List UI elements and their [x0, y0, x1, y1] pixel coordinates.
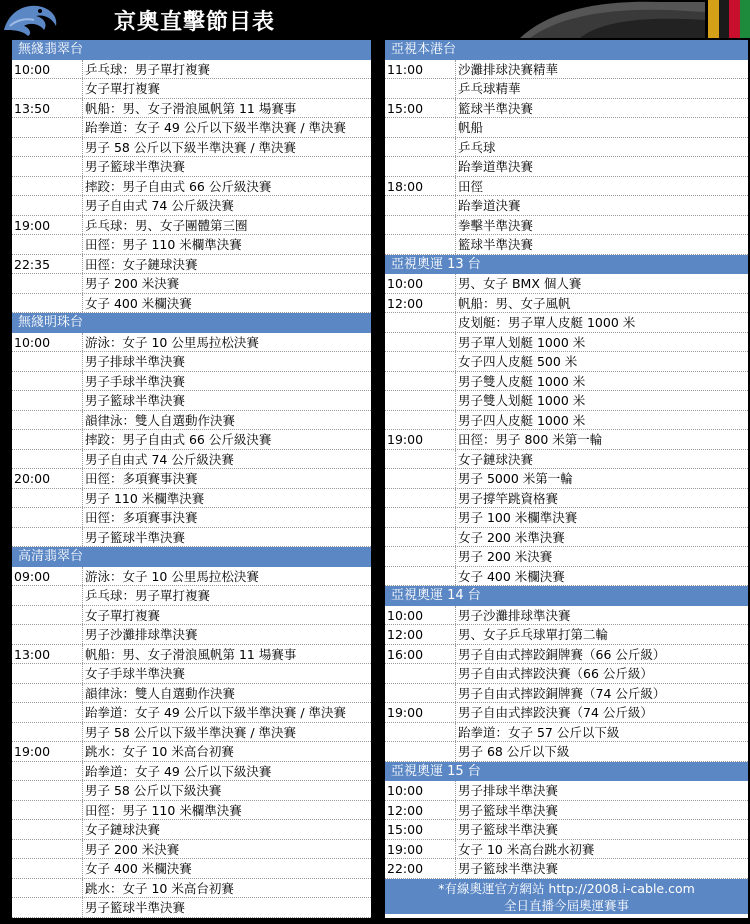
- time-cell: [12, 391, 82, 410]
- time-cell: [12, 196, 82, 215]
- time-cell: [385, 528, 455, 547]
- event-cell: 女子鏈球決賽: [82, 820, 371, 839]
- event-cell: 女子 10 米高台跳水初賽: [455, 840, 748, 859]
- schedule-row: [12, 625, 371, 645]
- schedule-row: [385, 138, 748, 158]
- time-cell: 09:00: [14, 568, 51, 584]
- time-cell: 19:00: [387, 841, 424, 857]
- schedule-row: [12, 411, 371, 431]
- time-cell: [12, 274, 82, 293]
- event-cell: 乒乓球: [455, 138, 748, 157]
- time-cell: [385, 196, 455, 215]
- time-cell: [385, 235, 455, 254]
- schedule-row: [385, 177, 748, 197]
- schedule-row: [385, 99, 748, 119]
- time-cell: 12:00: [387, 802, 424, 818]
- schedule-row: [385, 411, 748, 431]
- event-cell: 男子 110 米欄準決賽: [82, 489, 371, 508]
- time-cell: [12, 625, 82, 644]
- time-cell: [385, 138, 455, 157]
- footer-website-line: *有線奧運官方網站 http://2008.i-cable.com: [438, 880, 695, 896]
- event-cell: 乒乓球：男子單打複賽: [82, 586, 371, 605]
- event-cell: 女子鏈球決賽: [455, 450, 748, 469]
- schedule-row: [385, 294, 748, 314]
- time-cell: [12, 762, 82, 781]
- event-cell: 游泳：女子 10 公里馬拉松決賽: [82, 333, 371, 352]
- event-cell: 乒乓球精華: [455, 79, 748, 98]
- time-cell: [12, 450, 82, 469]
- time-cell: [12, 235, 82, 254]
- event-cell: 男子籃球半準決賽: [82, 898, 371, 917]
- event-cell: 跆拳道：女子 49 公斤以下級半準決賽 / 準決賽: [82, 703, 371, 722]
- event-cell: 男子自由式摔跤決賽（66 公斤級）: [455, 664, 748, 683]
- time-cell: [12, 508, 82, 527]
- decorative-swoosh-icon: [520, 0, 705, 38]
- channel-header: 亞視本港台: [385, 40, 748, 60]
- schedule-row: [385, 606, 748, 626]
- time-cell: [12, 294, 82, 313]
- schedule-row: [12, 820, 371, 840]
- schedule-row: [12, 255, 371, 275]
- time-cell: [385, 508, 455, 527]
- schedule-row: [12, 274, 371, 294]
- schedule-row: [12, 508, 371, 528]
- event-cell: 男子雙人划艇 1000 米: [455, 391, 748, 410]
- schedule-row: [12, 528, 371, 548]
- channel-header: 亞視奧運 13 台: [385, 255, 748, 275]
- schedule-row: [385, 703, 748, 723]
- time-cell: 10:00: [14, 61, 51, 77]
- event-cell: 沙灘排球決賽精華: [455, 60, 748, 79]
- event-cell: 男子沙灘排球準決賽: [82, 625, 371, 644]
- schedule-row: [12, 703, 371, 723]
- event-cell: 田徑：多項賽事決賽: [82, 469, 371, 488]
- schedule-row: [385, 469, 748, 489]
- event-cell: 籃球半準決賽: [455, 235, 748, 254]
- stripe: [740, 0, 750, 38]
- schedule-row: [385, 528, 748, 548]
- time-cell: 13:00: [14, 646, 51, 662]
- event-cell: 女子 400 米欄決賽: [82, 859, 371, 878]
- time-cell: [385, 469, 455, 488]
- event-cell: 乒乓球：男子單打複賽: [82, 60, 371, 79]
- time-cell: [12, 372, 82, 391]
- event-cell: 男子籃球半準決賽: [455, 801, 748, 820]
- time-cell: 19:00: [387, 705, 424, 720]
- schedule-row: [385, 196, 748, 216]
- event-cell: 帆船：男、女子風帆: [455, 294, 748, 313]
- schedule-row: [12, 138, 371, 158]
- schedule-row: [385, 801, 748, 821]
- schedule-row: [12, 898, 371, 918]
- time-cell: [385, 118, 455, 137]
- event-cell: 女子四人皮艇 500 米: [455, 352, 748, 371]
- schedule-row: [385, 118, 748, 138]
- time-cell: [385, 567, 455, 586]
- time-cell: [12, 781, 82, 800]
- time-cell: [385, 411, 455, 430]
- time-cell: [385, 352, 455, 371]
- schedule-row: [12, 723, 371, 743]
- event-cell: 男子 200 米決賽: [82, 840, 371, 859]
- time-cell: [12, 723, 82, 742]
- schedule-row: [12, 586, 371, 606]
- time-cell: 22:00: [387, 861, 424, 876]
- schedule-row: [12, 333, 371, 353]
- schedule-row: [12, 352, 371, 372]
- schedule-row: [385, 391, 748, 411]
- schedule-row: [12, 801, 371, 821]
- event-cell: 男子自由式 74 公斤級決賽: [82, 450, 371, 469]
- time-cell: [12, 411, 82, 430]
- event-cell: 女子手球半準決賽: [82, 664, 371, 683]
- time-cell: 22:35: [14, 256, 51, 272]
- time-cell: [385, 664, 455, 683]
- event-cell: 帆船：男、女子滑浪風帆第 11 場賽事: [82, 99, 371, 118]
- schedule-row: [385, 723, 748, 743]
- stripe: [719, 0, 730, 38]
- event-cell: 男子 5000 米第一輪: [455, 469, 748, 488]
- time-cell: 10:00: [387, 783, 424, 798]
- time-cell: [385, 313, 455, 332]
- time-cell: [385, 216, 455, 235]
- event-cell: 男子 68 公斤以下級: [455, 742, 748, 761]
- event-cell: 韻律泳：雙人自選動作決賽: [82, 684, 371, 703]
- event-cell: 男子撐竿跳資格賽: [455, 489, 748, 508]
- time-cell: [385, 157, 455, 176]
- schedule-row: [385, 450, 748, 470]
- olympic-dragon-logo-icon: [0, 0, 62, 38]
- time-cell: [385, 723, 455, 742]
- channel-header: 亞視奧運 15 台: [385, 762, 748, 782]
- event-cell: 帆船：男、女子滑浪風帆第 11 場賽事: [82, 645, 371, 664]
- schedule-row: [385, 157, 748, 177]
- event-cell: 女子 400 米欄決賽: [455, 567, 748, 586]
- time-cell: [12, 898, 82, 917]
- right-schedule-column: [385, 40, 748, 918]
- schedule-row: [12, 645, 371, 665]
- schedule-row: [12, 781, 371, 801]
- schedule-row: [385, 567, 748, 587]
- schedule-row: [385, 235, 748, 255]
- time-cell: [12, 352, 82, 371]
- time-cell: [12, 489, 82, 508]
- time-cell: 16:00: [387, 646, 424, 662]
- schedule-row: [385, 508, 748, 528]
- event-cell: 皮划艇：男子單人皮艇 1000 米: [455, 313, 748, 332]
- schedule-row: [385, 313, 748, 333]
- time-cell: 19:00: [14, 217, 51, 233]
- event-cell: 韻律泳：雙人自選動作決賽: [82, 411, 371, 430]
- time-cell: 18:00: [387, 178, 424, 194]
- schedule-row: [385, 216, 748, 236]
- time-cell: 10:00: [387, 276, 424, 291]
- time-cell: 19:00: [387, 432, 424, 447]
- event-cell: 男子 58 公斤以下級決賽: [82, 781, 371, 800]
- schedule-row: [12, 157, 371, 177]
- event-cell: 男子 200 米決賽: [455, 547, 748, 566]
- time-cell: 12:00: [387, 627, 424, 642]
- time-cell: 15:00: [387, 100, 424, 116]
- schedule-row: [385, 664, 748, 684]
- time-cell: [12, 820, 82, 839]
- time-cell: [12, 138, 82, 157]
- event-cell: 男子沙灘排球準決賽: [455, 606, 748, 625]
- time-cell: [385, 742, 455, 761]
- time-cell: [12, 606, 82, 625]
- time-cell: [385, 489, 455, 508]
- time-cell: 20:00: [14, 471, 51, 486]
- left-schedule-column: [12, 40, 371, 918]
- event-cell: 田徑：男子 110 米欄準決賽: [82, 801, 371, 820]
- event-cell: 跆拳道決賽: [455, 196, 748, 215]
- schedule-row: [385, 820, 748, 840]
- schedule-row: [12, 294, 371, 314]
- schedule-row: [385, 625, 748, 645]
- event-cell: 女子單打複賽: [82, 79, 371, 98]
- schedule-row: [12, 859, 371, 879]
- schedule-row: [385, 333, 748, 353]
- schedule-row: [385, 547, 748, 567]
- color-stripes: [708, 0, 750, 38]
- schedule-row: [12, 664, 371, 684]
- schedule-row: [12, 430, 371, 450]
- event-cell: 田徑：男子 110 米欄準決賽: [82, 235, 371, 254]
- schedule-row: [385, 79, 748, 99]
- schedule-row: [385, 489, 748, 509]
- time-cell: [385, 450, 455, 469]
- event-cell: 跆拳道準決賽: [455, 157, 748, 176]
- event-cell: 男子四人皮艇 1000 米: [455, 411, 748, 430]
- schedule-row: [12, 450, 371, 470]
- schedule-row: [385, 840, 748, 860]
- event-cell: 男子手球半準決賽: [82, 372, 371, 391]
- footer-live-line: 全日直播今屆奧運賽事: [503, 897, 629, 913]
- time-cell: [12, 430, 82, 449]
- event-cell: 男子 100 米欄準決賽: [455, 508, 748, 527]
- event-cell: 跆拳道：女子 57 公斤以下級: [455, 723, 748, 742]
- channel-header: 無綫翡翠台: [12, 40, 371, 60]
- schedule-row: [385, 859, 748, 879]
- channel-header: 亞視奧運 14 台: [385, 586, 748, 606]
- event-cell: 游泳：女子 10 公里馬拉松決賽: [82, 567, 371, 586]
- channel-header: 高清翡翠台: [12, 547, 371, 567]
- event-cell: 拳擊半準決賽: [455, 216, 748, 235]
- event-cell: 跳水：女子 10 米高台初賽: [82, 742, 371, 761]
- event-cell: 跳水：女子 10 米高台初賽: [82, 879, 371, 898]
- event-cell: 田徑：男子 800 米第一輪: [455, 430, 748, 449]
- schedule-row: [385, 684, 748, 704]
- event-cell: 男子雙人皮艇 1000 米: [455, 372, 748, 391]
- event-cell: 男子籃球半準決賽: [455, 820, 748, 839]
- stripe: [708, 0, 719, 38]
- page-title: 京奧直擊節目表: [114, 10, 276, 35]
- event-cell: 摔跤：男子自由式 66 公斤級決賽: [82, 430, 371, 449]
- time-cell: 10:00: [387, 607, 424, 623]
- schedule-row: [12, 567, 371, 587]
- schedule-row: [385, 274, 748, 294]
- event-cell: 男子單人划艇 1000 米: [455, 333, 748, 352]
- time-cell: [12, 859, 82, 878]
- time-cell: [385, 333, 455, 352]
- schedule-row: [385, 645, 748, 665]
- event-cell: 男子自由式摔跤決賽（74 公斤級）: [455, 703, 748, 722]
- event-cell: 男子 58 公斤以下級半準決賽 / 準決賽: [82, 138, 371, 157]
- schedule-row: [12, 79, 371, 99]
- event-cell: 男子自由式摔跤銅牌賽（74 公斤級）: [455, 684, 748, 703]
- schedule-row: [385, 60, 748, 80]
- time-cell: [12, 840, 82, 859]
- event-cell: 男子籃球半準決賽: [82, 528, 371, 547]
- event-cell: 男、女子 BMX 個人賽: [455, 274, 748, 293]
- header: [0, 0, 750, 40]
- time-cell: [12, 528, 82, 547]
- event-cell: 男子排球半準決賽: [455, 781, 748, 800]
- event-cell: 男子籃球半準決賽: [455, 859, 748, 878]
- event-cell: 男子 200 米決賽: [82, 274, 371, 293]
- event-cell: 男子自由式摔跤銅牌賽（66 公斤級）: [455, 645, 748, 664]
- event-cell: 跆拳道：女子 49 公斤以下級半準決賽 / 準決賽: [82, 118, 371, 137]
- time-cell: [385, 684, 455, 703]
- event-cell: 摔跤：男子自由式 66 公斤級決賽: [82, 177, 371, 196]
- time-cell: [12, 177, 82, 196]
- footer-note: [385, 879, 748, 914]
- time-cell: 11:00: [387, 61, 424, 77]
- time-cell: [385, 391, 455, 410]
- schedule-row: [385, 352, 748, 372]
- schedule-row: [12, 489, 371, 509]
- time-cell: [12, 118, 82, 137]
- time-cell: 19:00: [14, 744, 51, 759]
- channel-header: 無綫明珠台: [12, 313, 371, 333]
- event-cell: 女子 200 米準決賽: [455, 528, 748, 547]
- time-cell: 13:50: [14, 100, 51, 116]
- schedule-row: [12, 684, 371, 704]
- time-cell: [12, 684, 82, 703]
- event-cell: 男子自由式 74 公斤級決賽: [82, 196, 371, 215]
- schedule-row: [12, 235, 371, 255]
- time-cell: 12:00: [387, 295, 424, 311]
- schedule-row: [12, 216, 371, 236]
- schedule-row: [12, 762, 371, 782]
- event-cell: 帆船: [455, 118, 748, 137]
- event-cell: 田徑：女子鏈球決賽: [82, 255, 371, 274]
- event-cell: 跆拳道：女子 49 公斤以下級決賽: [82, 762, 371, 781]
- event-cell: 男子籃球半準決賽: [82, 391, 371, 410]
- event-cell: 男子 58 公斤以下級半準決賽 / 準決賽: [82, 723, 371, 742]
- event-cell: 籃球半準決賽: [455, 99, 748, 118]
- event-cell: 乒乓球：男、女子團體第三圈: [82, 216, 371, 235]
- time-cell: 10:00: [14, 334, 51, 350]
- schedule-row: [385, 372, 748, 392]
- time-cell: [12, 879, 82, 898]
- event-cell: 女子單打複賽: [82, 606, 371, 625]
- event-cell: 女子 400 米欄決賽: [82, 294, 371, 313]
- schedule-row: [385, 781, 748, 801]
- stripe: [729, 0, 740, 38]
- schedule-row: [12, 606, 371, 626]
- schedule-row: [12, 879, 371, 899]
- schedule-row: [385, 742, 748, 762]
- event-cell: 田徑：多項賽事決賽: [82, 508, 371, 527]
- event-cell: 男子排球半準決賽: [82, 352, 371, 371]
- schedule-row: [12, 177, 371, 197]
- schedule-row: [12, 391, 371, 411]
- schedule-row: [385, 430, 748, 450]
- time-cell: 15:00: [387, 822, 424, 837]
- time-cell: [385, 79, 455, 98]
- time-cell: [12, 79, 82, 98]
- time-cell: [12, 586, 82, 605]
- schedule-row: [12, 469, 371, 489]
- event-cell: 男、女子乒乓球單打第二輪: [455, 625, 748, 644]
- schedule-row: [12, 372, 371, 392]
- schedule-row: [12, 742, 371, 762]
- schedule-row: [12, 196, 371, 216]
- event-cell: 男子籃球半準決賽: [82, 157, 371, 176]
- time-cell: [385, 547, 455, 566]
- time-cell: [385, 372, 455, 391]
- schedule-row: [12, 840, 371, 860]
- time-cell: [12, 157, 82, 176]
- schedule-row: [12, 60, 371, 80]
- time-cell: [12, 703, 82, 722]
- schedule-row: [12, 99, 371, 119]
- time-cell: [12, 801, 82, 820]
- time-cell: [12, 664, 82, 683]
- schedule-row: [12, 118, 371, 138]
- event-cell: 田徑: [455, 177, 748, 196]
